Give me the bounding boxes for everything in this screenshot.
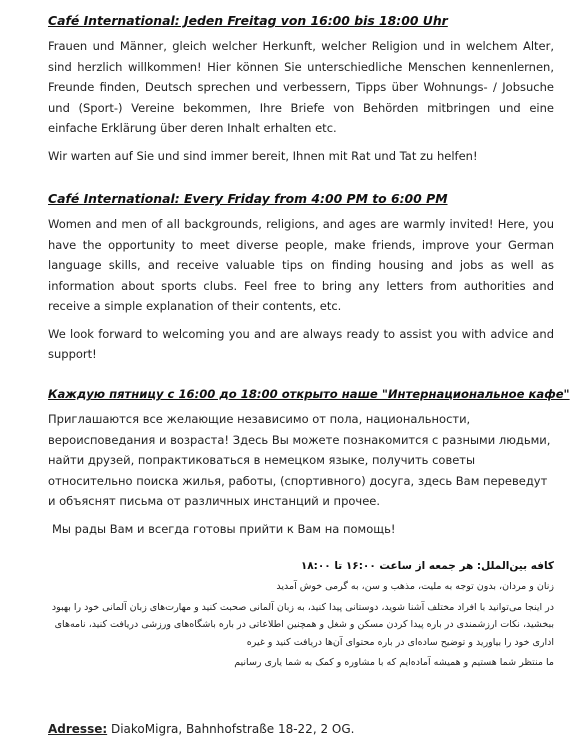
section-heading-persian: کافه بین‌الملل: هر جمعه از ساعت ۱۶:۰۰ تا ۱۸:۰۰ bbox=[300, 560, 554, 572]
paragraph-persian-1: زنان و مردان، بدون توجه به ملیت، مذهب و سن، به گرمی خوش آمدید bbox=[276, 581, 554, 592]
section-heading-german: Café International: Jeden Freitag von 16:00 bis 18:00 Uhr bbox=[48, 13, 448, 28]
paragraph-russian-1: Приглашаются все желающие независимо от пола, национальности, вероисповедания и возраста! Здесь Вы можете познакомится с разными людьми, найти друзей, попрактиковаться в немецком языке, получить советы относительно поиска жилья, работы, (спортивного) досуга, здесь Вам переведут и объяснят письма от различных инстанций и прочее. bbox=[48, 412, 551, 508]
section-german bbox=[48, 13, 554, 166]
paragraph-persian-3: ما منتظر شما هستیم و همیشه آماده‌ایم که با مشاوره و کمک به شما یاری رسانیم bbox=[234, 657, 554, 668]
section-persian bbox=[48, 560, 554, 672]
paragraph-english-1: Women and men of all backgrounds, religions, and ages are warmly invited! Here, you have the opportunity to meet diverse people, make friends, improve your German language skills, and receive valuable tips on finding housing and jobs as well as information about sports clubs. Feel free to bring any letters from authorities and receive a simple explanation of their contents, etc. bbox=[48, 217, 554, 313]
address-label: Adresse: bbox=[48, 722, 108, 736]
paragraph-german-2: Wir warten auf Sie und sind immer bereit, Ihnen mit Rat und Tat zu helfen! bbox=[48, 148, 478, 163]
address-line bbox=[48, 722, 354, 736]
paragraph-persian-2: در اینجا می‌توانید با افراد مختلف آشنا شوید، دوستانی پیدا کنید، به زبان آلمانی صحبت کنید و مهارت‌های زبان آلمانی خود را بهبود ببخشید، نکات ارزشمندی در باره پیدا کردن مسکن و شغل و همچنین اطلاعاتی در باره باشگاه‌های ورزشی دریافت کنید، نامه‌های اداری خود را بیاورید و توضیح ساده‌ای در باره محتوای آن‌ها دریافت کنید و غیره bbox=[51, 601, 554, 648]
section-english bbox=[48, 191, 554, 365]
paragraph-german-1: Frauen und Männer, gleich welcher Herkunft, welcher Religion und in welchem Alter, sind herzlich willkommen! Hier können Sie unterschiedliche Menschen kennenlernen, Freunde finden, Deutsch sprechen und verbessern, Tipps über Wohnungs- / Jobsuche und (Sport-) Vereine bekommen, Ihre Briefe von Behörden mitbringen und eine einfache Erklärung über deren Inhalt erhalten etc. bbox=[48, 39, 554, 135]
paragraph-english-2: We look forward to welcoming you and are always ready to assist you with advice and support! bbox=[48, 326, 554, 361]
section-russian bbox=[48, 387, 570, 539]
section-heading-russian: Каждую пятницу с 16:00 до 18:00 открыто наше "Интернациональное кафе" bbox=[48, 387, 570, 401]
section-heading-english: Café International: Every Friday from 4:00 PM to 6:00 PM bbox=[48, 191, 448, 206]
paragraph-russian-2: Мы рады Вам и всегда готовы прийти к Вам на помощь! bbox=[52, 521, 396, 536]
address-value: DiakoMigra, Bahnhofstraße 18-22, 2 OG. bbox=[107, 722, 355, 736]
